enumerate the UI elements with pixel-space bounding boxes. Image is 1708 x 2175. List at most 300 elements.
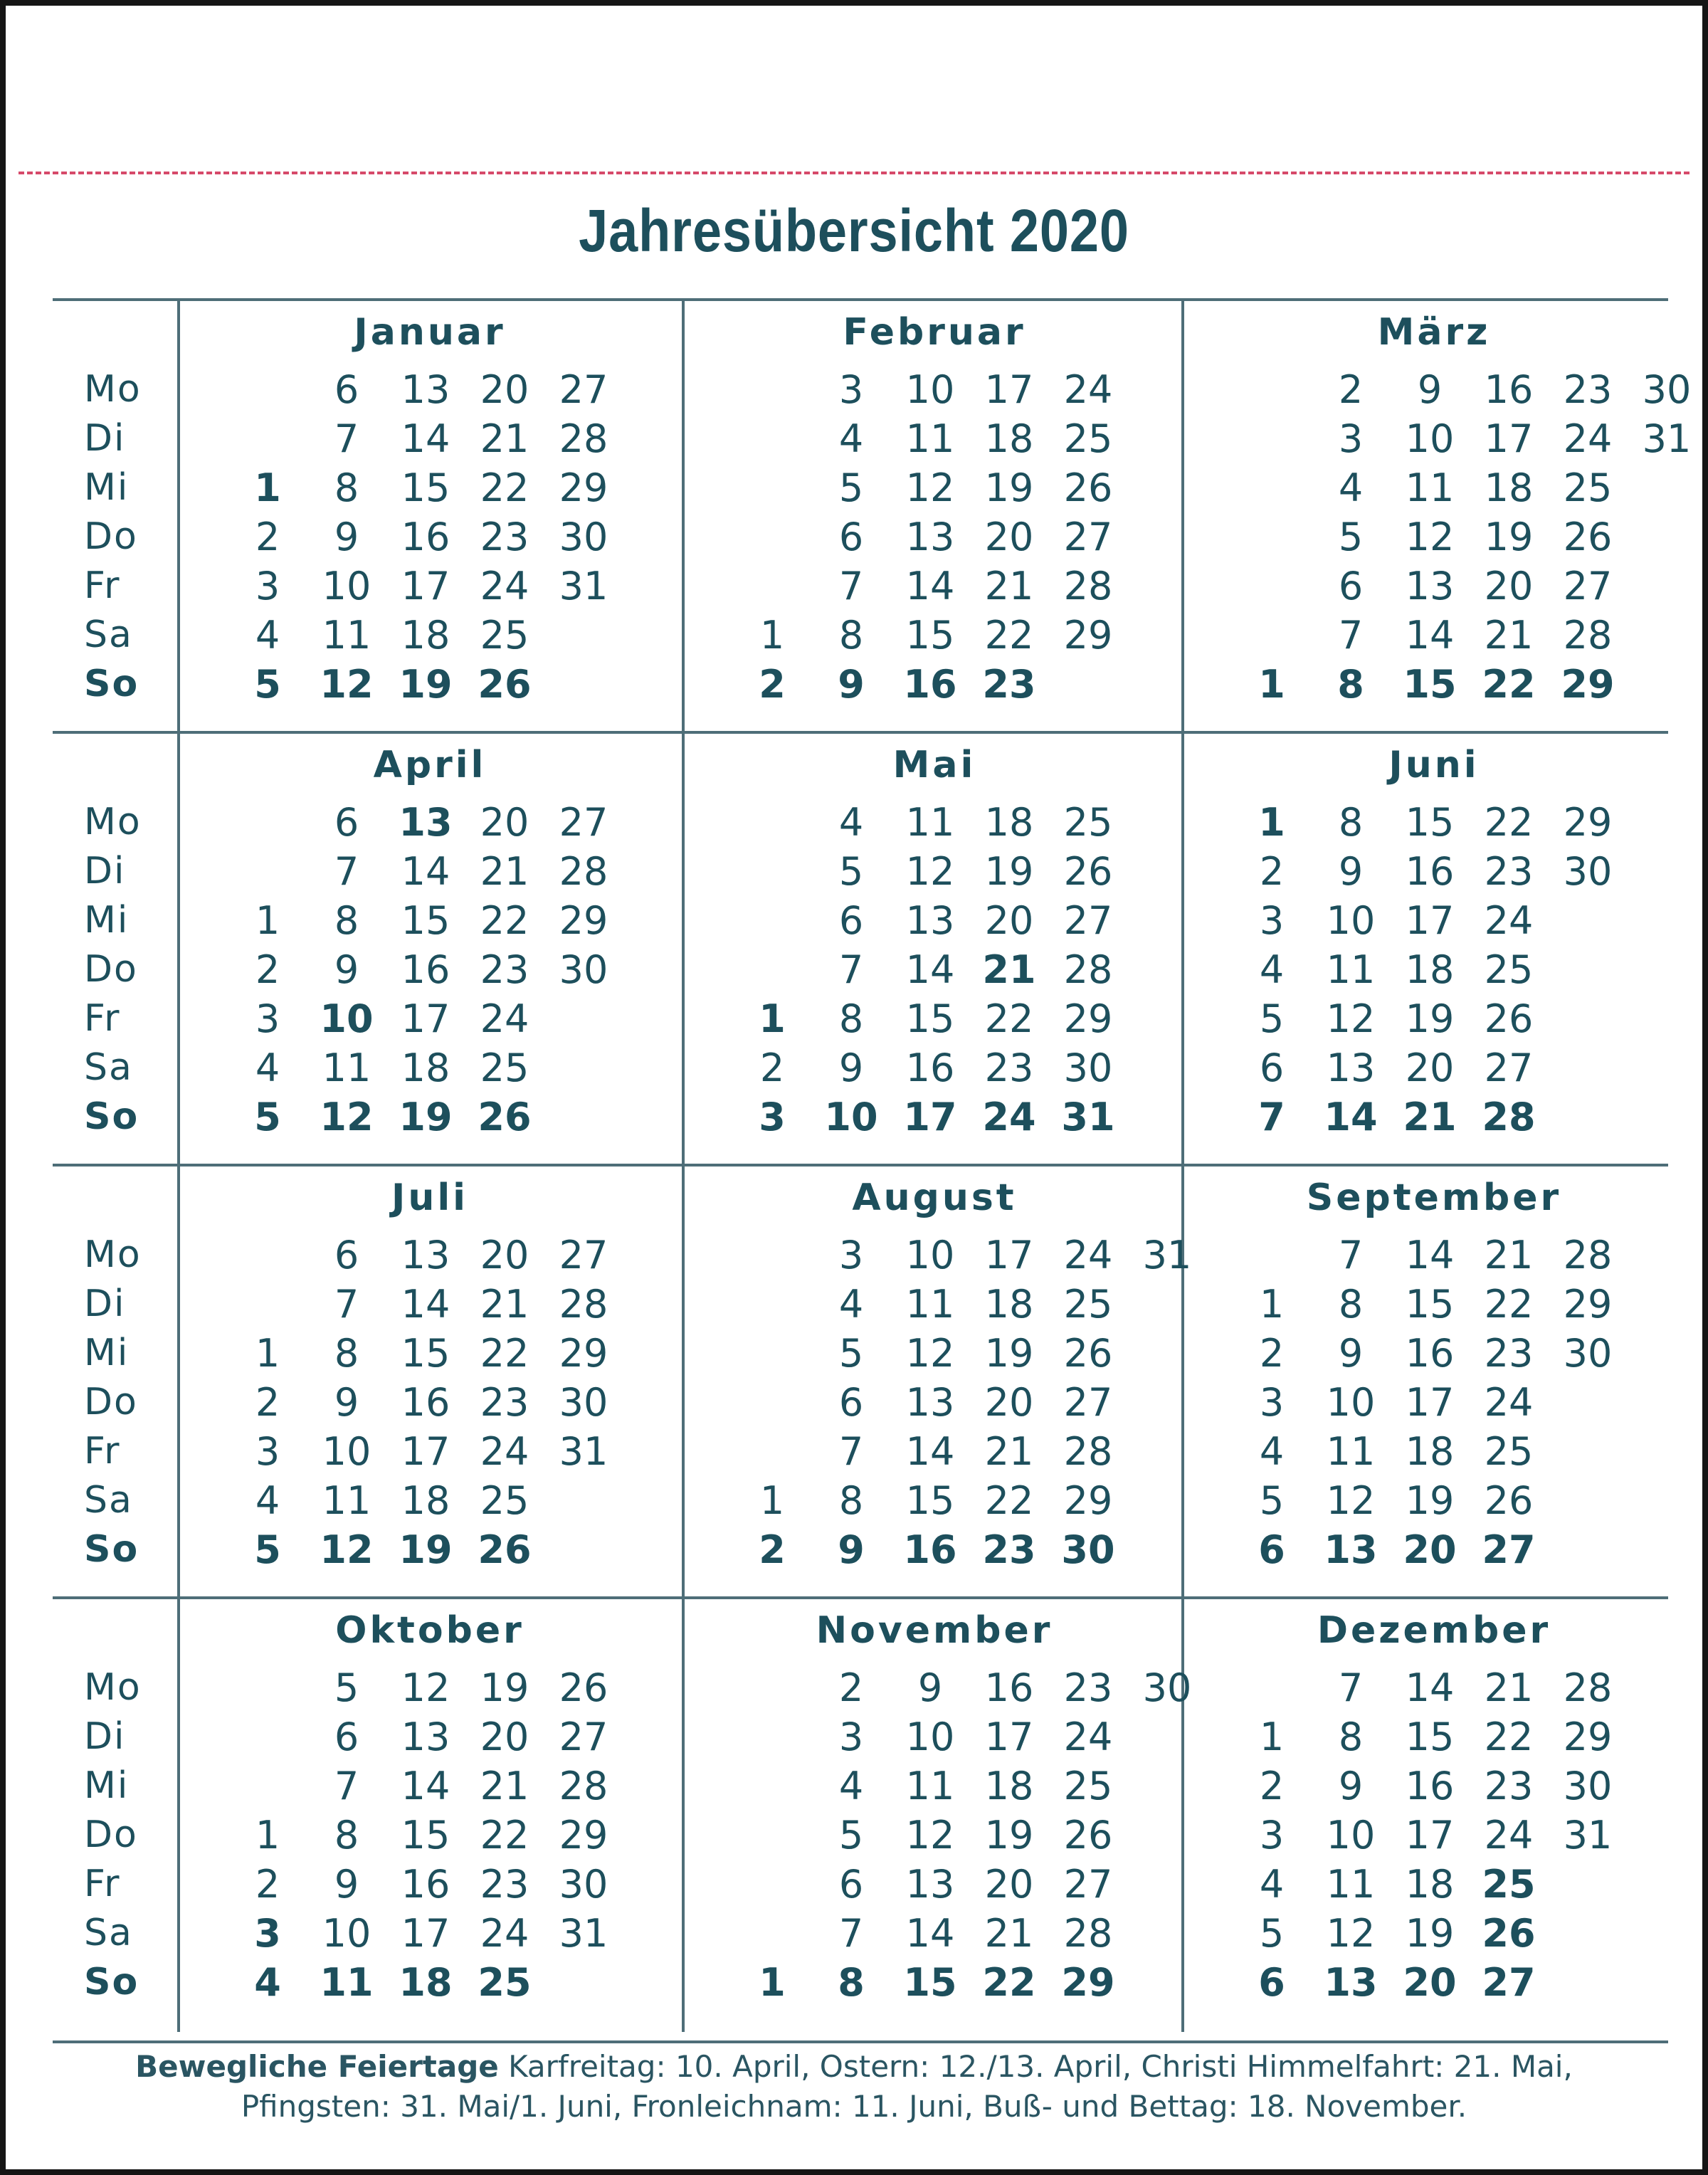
day-cell: 22: [984, 613, 1034, 658]
weekday-label: Sa: [84, 1046, 133, 1089]
day-cell: 9: [917, 1665, 943, 1710]
weekday-label: Mi: [84, 1764, 130, 1807]
day-cell: 5: [838, 465, 864, 510]
month-block: [1184, 301, 1692, 734]
day-cell: 11: [322, 613, 371, 658]
day-cell: 22: [1484, 1282, 1534, 1327]
day-cell: 6: [838, 515, 864, 559]
day-cell: 14: [905, 947, 955, 992]
day-cell: 4: [838, 1764, 864, 1808]
day-cell: 25: [1063, 1764, 1113, 1808]
day-cell: 10: [1405, 416, 1455, 461]
weekday-label: Mo: [84, 1666, 142, 1709]
day-cell: 15: [1403, 662, 1457, 707]
day-cell: 8: [838, 996, 864, 1041]
day-cell: 26: [1563, 515, 1613, 559]
day-cell: 20: [1405, 1046, 1455, 1090]
day-cell: 23: [1484, 849, 1534, 894]
day-cell: 8: [334, 1813, 359, 1858]
day-cell: 20: [984, 898, 1034, 943]
day-cell: 15: [1405, 1715, 1455, 1759]
day-cell: 2: [759, 1046, 785, 1090]
day-cell: 5: [1259, 1911, 1285, 1956]
day-cell: 12: [320, 1527, 374, 1572]
holiday-note-label: Bewegliche Feiertage: [135, 2049, 499, 2084]
day-cell: 30: [559, 1380, 608, 1425]
weekday-label: Mi: [84, 466, 130, 509]
month-block: [180, 1599, 680, 2032]
month-block: [685, 301, 1184, 734]
day-cell: 7: [838, 1911, 864, 1956]
weekday-label: Di: [84, 1283, 126, 1325]
day-cell: 2: [759, 662, 786, 707]
day-cell: 5: [838, 849, 864, 894]
day-cell: 4: [1259, 1429, 1285, 1474]
day-cell: 15: [401, 1331, 450, 1376]
weekday-label: Di: [84, 417, 126, 460]
month-name: Januar: [354, 311, 506, 354]
day-cell: 24: [982, 1095, 1036, 1139]
day-cell: 26: [478, 662, 532, 707]
quarter-row-2: [53, 734, 1668, 1167]
day-cell: 23: [480, 1862, 529, 1907]
day-cell: 28: [559, 1764, 608, 1808]
day-cell: 3: [255, 996, 280, 1041]
quarter-row-1: [53, 301, 1692, 734]
day-cell: 24: [1063, 1715, 1113, 1759]
month-name: September: [1306, 1176, 1562, 1219]
month-block: [685, 734, 1184, 1167]
day-cell: 16: [905, 1046, 955, 1090]
day-cell: 18: [1484, 465, 1534, 510]
day-cell: 24: [1063, 367, 1113, 412]
day-cell: 11: [1326, 1429, 1376, 1474]
day-cell: 25: [480, 613, 529, 658]
day-cell: 20: [984, 1862, 1034, 1907]
weekday-label: So: [84, 1095, 139, 1138]
day-cell: 25: [1563, 465, 1613, 510]
day-cell: 31: [1563, 1813, 1613, 1858]
day-cell: 2: [255, 947, 280, 992]
day-cell: 22: [1484, 1715, 1534, 1759]
day-cell: 27: [1482, 1960, 1536, 2005]
day-cell: 1: [759, 613, 785, 658]
weekday-label: Fr: [84, 997, 121, 1040]
month-block: [685, 1599, 1192, 2032]
day-cell: 11: [905, 800, 955, 845]
day-cell: 8: [334, 898, 359, 943]
day-cell: 21: [1403, 1095, 1457, 1139]
day-cell: 14: [1405, 1665, 1455, 1710]
day-cell: 1: [1259, 1715, 1285, 1759]
day-cell: 29: [559, 898, 608, 943]
holiday-note-text-1: Karfreitag: 10. April, Ostern: 12./13. April, Christi Himmelfahrt: 21. Mai,: [508, 2049, 1573, 2084]
day-cell: 15: [401, 465, 450, 510]
day-cell: 19: [399, 662, 453, 707]
day-cell: 26: [1063, 465, 1113, 510]
month-block: [180, 1167, 680, 1599]
day-cell: 17: [401, 1911, 450, 1956]
day-cell: 8: [334, 465, 359, 510]
day-cell: 6: [838, 1862, 864, 1907]
day-cell: 22: [1484, 800, 1534, 845]
day-cell: 30: [1142, 1665, 1192, 1710]
weekday-label: So: [84, 1528, 139, 1571]
day-cell: 2: [1338, 367, 1364, 412]
day-cell: 6: [334, 800, 359, 845]
day-cell: 24: [1484, 1813, 1534, 1858]
day-cell: 21: [480, 416, 529, 461]
day-cell: 18: [984, 1282, 1034, 1327]
day-cell: 1: [1258, 662, 1285, 707]
day-cell: 21: [982, 947, 1036, 992]
day-cell: 28: [1563, 1233, 1613, 1278]
day-cell: 18: [984, 416, 1034, 461]
day-cell: 16: [1405, 849, 1455, 894]
day-cell: 19: [984, 1331, 1034, 1376]
day-cell: 14: [905, 1429, 955, 1474]
day-cell: 26: [1063, 849, 1113, 894]
day-cell: 31: [559, 564, 608, 609]
day-cell: 11: [905, 416, 955, 461]
day-cell: 3: [255, 1429, 280, 1474]
day-cell: 25: [480, 1478, 529, 1523]
month-name: April: [373, 744, 487, 786]
day-cell: 11: [322, 1046, 371, 1090]
year-grid: [53, 298, 1692, 2043]
day-cell: 13: [1324, 1960, 1378, 2005]
day-cell: 23: [480, 515, 529, 559]
day-cell: 22: [480, 1331, 529, 1376]
day-cell: 21: [984, 1429, 1034, 1474]
weekday-label: Mo: [84, 368, 142, 411]
day-cell: 4: [838, 800, 864, 845]
day-cell: 12: [905, 465, 955, 510]
day-cell: 6: [838, 898, 864, 943]
day-cell: 19: [480, 1665, 529, 1710]
weekday-column: [84, 1663, 142, 2007]
day-cell: 26: [1063, 1331, 1113, 1376]
day-cell: 28: [559, 849, 608, 894]
month-block: [685, 1167, 1192, 1599]
weekday-label: Do: [84, 1813, 138, 1856]
day-cell: 23: [984, 1046, 1034, 1090]
day-cell: 6: [1258, 1527, 1285, 1572]
day-cell: 8: [1338, 1715, 1364, 1759]
month-name: Februar: [843, 311, 1026, 354]
day-cell: 14: [1405, 613, 1455, 658]
day-cell: 24: [480, 996, 529, 1041]
weekday-label: So: [84, 663, 139, 705]
day-cell: 3: [1259, 898, 1285, 943]
day-cell: 18: [399, 1960, 453, 2005]
day-cell: 2: [255, 1862, 280, 1907]
day-cell: 17: [1405, 898, 1455, 943]
day-cell: 21: [984, 1911, 1034, 1956]
day-cell: 28: [559, 416, 608, 461]
weekday-label: Mo: [84, 801, 142, 843]
day-cell: 30: [1563, 1764, 1613, 1808]
day-cell: 23: [1484, 1331, 1534, 1376]
weekday-label: Mi: [84, 1332, 130, 1374]
day-cell: 17: [401, 1429, 450, 1474]
day-cell: 30: [559, 515, 608, 559]
day-cell: 30: [1063, 1046, 1113, 1090]
month-block: [1184, 1599, 1684, 2032]
day-cell: 23: [1484, 1764, 1534, 1808]
day-cell: 18: [1405, 1429, 1455, 1474]
day-cell: 11: [905, 1764, 955, 1808]
day-cell: 6: [334, 367, 359, 412]
weekday-label: Mo: [84, 1233, 142, 1276]
day-cell: 31: [559, 1429, 608, 1474]
day-cell: 26: [1484, 996, 1534, 1041]
day-cell: 1: [1258, 800, 1285, 845]
day-cell: 25: [1063, 1282, 1113, 1327]
weekday-label: Di: [84, 1715, 126, 1758]
day-cell: 5: [254, 662, 281, 707]
day-cell: 1: [255, 898, 280, 943]
day-cell: 26: [559, 1665, 608, 1710]
day-cell: 22: [984, 996, 1034, 1041]
day-cell: 19: [984, 465, 1034, 510]
day-cell: 1: [255, 1331, 280, 1376]
day-cell: 29: [559, 1813, 608, 1858]
day-cell: 10: [905, 1233, 955, 1278]
day-cell: 7: [334, 849, 359, 894]
day-cell: 13: [399, 800, 453, 845]
day-cell: 20: [984, 515, 1034, 559]
day-cell: 11: [905, 1282, 955, 1327]
day-cell: 10: [905, 1715, 955, 1759]
day-cell: 1: [254, 465, 281, 510]
day-cell: 29: [559, 1331, 608, 1376]
day-cell: 31: [559, 1911, 608, 1956]
day-cell: 16: [903, 662, 957, 707]
day-cell: 4: [838, 416, 864, 461]
day-cell: 5: [838, 1331, 864, 1376]
weekday-column: [84, 798, 142, 1142]
day-cell: 5: [838, 1813, 864, 1858]
day-cell: 1: [759, 996, 786, 1041]
day-cell: 22: [480, 898, 529, 943]
day-cell: 19: [984, 849, 1034, 894]
day-cell: 23: [480, 1380, 529, 1425]
day-cell: 4: [255, 1478, 280, 1523]
weekday-label: Do: [84, 515, 138, 558]
day-cell: 17: [401, 996, 450, 1041]
day-cell: 17: [401, 564, 450, 609]
day-cell: 9: [1338, 1331, 1364, 1376]
month-name: Mai: [892, 744, 976, 786]
day-cell: 31: [1142, 1233, 1192, 1278]
day-cell: 2: [1259, 1331, 1285, 1376]
day-cell: 4: [255, 1046, 280, 1090]
day-cell: 15: [1405, 800, 1455, 845]
day-cell: 15: [903, 1960, 957, 2005]
day-cell: 16: [1484, 367, 1534, 412]
day-cell: 30: [559, 947, 608, 992]
day-cell: 27: [1063, 898, 1113, 943]
day-cell: 4: [838, 1282, 864, 1327]
day-cell: 15: [905, 613, 955, 658]
day-cell: 6: [1258, 1960, 1285, 2005]
day-cell: 25: [1484, 947, 1534, 992]
day-cell: 14: [1324, 1095, 1378, 1139]
day-cell: 24: [1563, 416, 1613, 461]
day-cell: 22: [982, 1960, 1036, 2005]
day-cell: 4: [255, 613, 280, 658]
quarter-row-4: [53, 1599, 1668, 2032]
day-cell: 3: [1259, 1380, 1285, 1425]
weekday-label: Fr: [84, 1430, 121, 1473]
day-cell: 13: [1326, 1046, 1376, 1090]
day-cell: 10: [322, 1429, 371, 1474]
day-cell: 13: [905, 1862, 955, 1907]
day-cell: 13: [905, 898, 955, 943]
day-cell: 20: [1403, 1527, 1457, 1572]
day-cell: 30: [1642, 367, 1692, 412]
day-cell: 28: [1063, 947, 1113, 992]
day-cell: 7: [1338, 613, 1364, 658]
day-cell: 28: [1563, 613, 1613, 658]
day-cell: 9: [1338, 849, 1364, 894]
day-cell: 19: [399, 1527, 453, 1572]
day-cell: 7: [1338, 1233, 1364, 1278]
day-cell: 27: [1063, 1380, 1113, 1425]
day-cell: 23: [1563, 367, 1613, 412]
day-cell: 12: [1326, 996, 1376, 1041]
day-cell: 28: [1563, 1665, 1613, 1710]
day-cell: 5: [1338, 515, 1364, 559]
day-cell: 16: [984, 1665, 1034, 1710]
day-cell: 24: [1063, 1233, 1113, 1278]
day-cell: 15: [1405, 1282, 1455, 1327]
day-cell: 29: [559, 465, 608, 510]
day-cell: 27: [1063, 515, 1113, 559]
day-cell: 28: [1063, 1429, 1113, 1474]
day-cell: 10: [322, 564, 371, 609]
day-cell: 10: [905, 367, 955, 412]
day-cell: 9: [334, 947, 359, 992]
day-cell: 3: [254, 1911, 281, 1956]
day-cell: 24: [480, 564, 529, 609]
weekday-label: Fr: [84, 564, 121, 607]
day-cell: 7: [838, 947, 864, 992]
day-cell: 12: [905, 1331, 955, 1376]
month-name: März: [1377, 311, 1491, 354]
day-cell: 19: [1405, 996, 1455, 1041]
day-cell: 29: [1063, 613, 1113, 658]
day-cell: 17: [1484, 416, 1534, 461]
day-cell: 8: [1338, 800, 1364, 845]
month-block: [180, 301, 680, 734]
day-cell: 3: [255, 564, 280, 609]
day-cell: 20: [984, 1380, 1034, 1425]
day-cell: 2: [255, 515, 280, 559]
day-cell: 27: [559, 367, 608, 412]
day-cell: 19: [1405, 1911, 1455, 1956]
day-cell: 8: [838, 1478, 864, 1523]
day-cell: 18: [401, 1478, 450, 1523]
day-cell: 12: [905, 1813, 955, 1858]
day-cell: 14: [905, 1911, 955, 1956]
day-cell: 8: [838, 1960, 865, 2005]
day-cell: 12: [1405, 515, 1455, 559]
day-cell: 30: [1563, 849, 1613, 894]
day-cell: 3: [838, 1715, 864, 1759]
day-cell: 22: [480, 1813, 529, 1858]
day-cell: 29: [1063, 1478, 1113, 1523]
day-cell: 12: [320, 662, 374, 707]
day-cell: 12: [320, 1095, 374, 1139]
day-cell: 16: [401, 1380, 450, 1425]
day-cell: 20: [1403, 1960, 1457, 2005]
day-cell: 8: [334, 1331, 359, 1376]
day-cell: 16: [401, 1862, 450, 1907]
weekday-label: Mi: [84, 899, 130, 942]
day-cell: 23: [982, 1527, 1036, 1572]
day-cell: 5: [334, 1665, 359, 1710]
day-cell: 25: [1482, 1862, 1536, 1907]
day-cell: 11: [322, 1478, 371, 1523]
month-name: August: [852, 1176, 1017, 1219]
day-cell: 13: [1324, 1527, 1378, 1572]
weekday-label: Di: [84, 850, 126, 892]
weekday-label: Do: [84, 1381, 138, 1423]
day-cell: 28: [1482, 1095, 1536, 1139]
day-cell: 1: [759, 1478, 785, 1523]
day-cell: 7: [334, 1764, 359, 1808]
day-cell: 1: [759, 1960, 786, 2005]
day-cell: 18: [1405, 1862, 1455, 1907]
day-cell: 27: [1063, 1862, 1113, 1907]
day-cell: 3: [759, 1095, 786, 1139]
day-cell: 9: [334, 515, 359, 559]
day-cell: 4: [1259, 1862, 1285, 1907]
day-cell: 21: [480, 849, 529, 894]
day-cell: 7: [838, 564, 864, 609]
day-cell: 7: [334, 1282, 359, 1327]
day-cell: 8: [838, 613, 864, 658]
day-cell: 9: [334, 1862, 359, 1907]
day-cell: 27: [559, 800, 608, 845]
month-name: Juni: [1388, 744, 1480, 786]
weekday-label: Sa: [84, 613, 133, 656]
day-cell: 14: [401, 1282, 450, 1327]
day-cell: 24: [480, 1911, 529, 1956]
day-cell: 7: [334, 416, 359, 461]
day-cell: 17: [984, 1715, 1034, 1759]
day-cell: 6: [1338, 564, 1364, 609]
day-cell: 20: [480, 1233, 529, 1278]
day-cell: 17: [903, 1095, 957, 1139]
day-cell: 9: [1338, 1764, 1364, 1808]
day-cell: 18: [984, 1764, 1034, 1808]
day-cell: 10: [1326, 1813, 1376, 1858]
day-cell: 13: [401, 1233, 450, 1278]
day-cell: 13: [905, 1380, 955, 1425]
day-cell: 29: [1061, 1960, 1115, 2005]
day-cell: 21: [1484, 1665, 1534, 1710]
day-cell: 28: [1063, 564, 1113, 609]
day-cell: 20: [480, 1715, 529, 1759]
day-cell: 28: [1063, 1911, 1113, 1956]
month-block: [180, 734, 680, 1167]
day-cell: 13: [401, 1715, 450, 1759]
day-cell: 10: [322, 1911, 371, 1956]
day-cell: 18: [984, 800, 1034, 845]
